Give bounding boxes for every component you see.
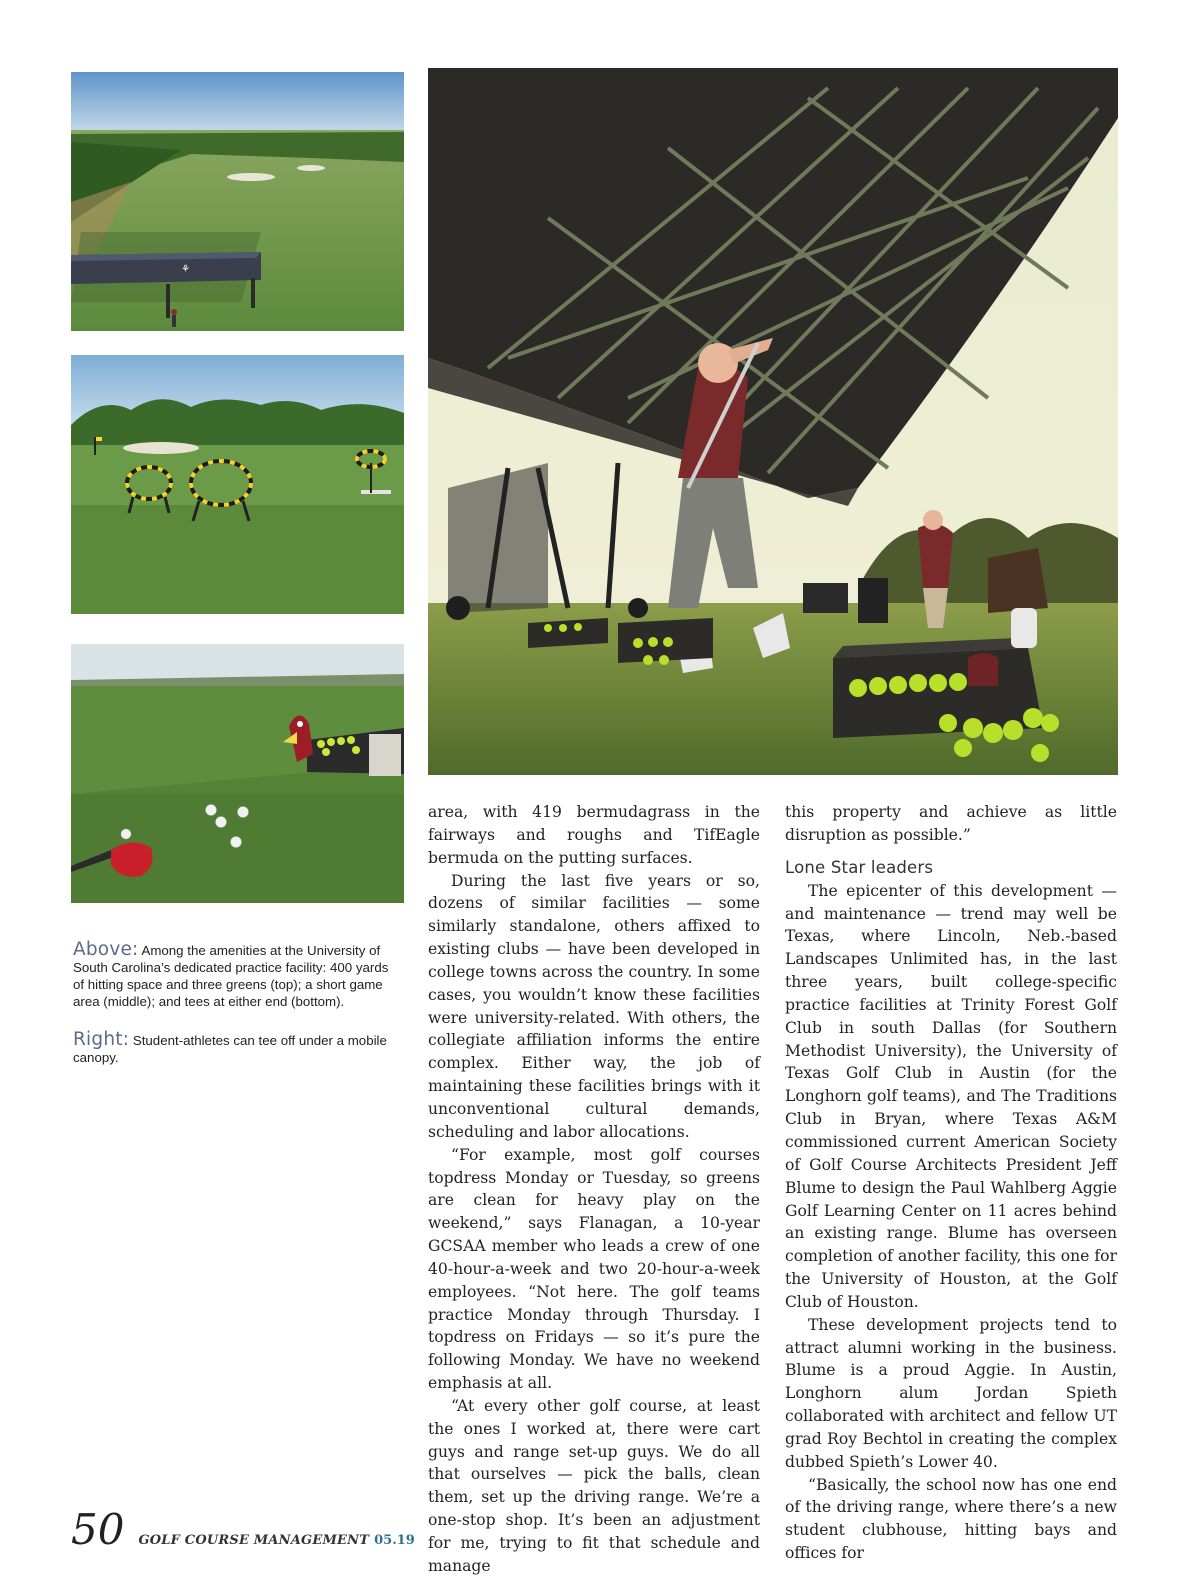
photo-aerial-practice-range <box>71 72 404 331</box>
caption-right-text: Student-athletes can tee off under a mobile canopy. <box>73 1033 387 1065</box>
section-subhead: Lone Star leaders <box>785 857 934 877</box>
photo-tee-area <box>71 644 404 903</box>
article-paragraph: “For example, most golf courses topdress Monday or Tuesday, so greens are clean for heavy play on the weekend,” says Flanagan, a 10-year GCSAA member who leads a crew of one 40-hour-a-week and two 20-hour-a-week employees. “Not here. The golf teams practice Monday through Thursday. I topdress on Fridays — so it’s pure the following Monday. We have no weekend emphasis at all. <box>428 1145 760 1393</box>
caption-above-label: Above: <box>73 939 139 960</box>
article-paragraph: The epicenter of this development — and maintenance — trend may well be Texas, where Lincoln, Neb.-based Landscapes Unlimited has, in the last three years, built college-specific practice facilities at Trinity Forest Golf Club in south Dallas (for Southern Methodist University), the University of Texas Golf Club in Austin (for the Longhorn golf teams), and The Traditions Club in Bryan, where Texas A&M commissioned current American Society of Golf Course Architects President Jeff Blume to design the Paul Wahlberg Aggie Golf Learning Center on 11 acres behind an existing range. Blume has overseen completion of another facility, this one for the University of Houston, at the Golf Club of Houston. <box>785 881 1117 1311</box>
publication-name: GOLF COURSE MANAGEMENT <box>138 1533 370 1548</box>
caption-above-text: Among the amenities at the University of South Carolina’s dedicated practice facility: 400 yards of hitting space and three greens (top); a short game area (middle); and tees at either end (bottom). <box>73 943 389 1009</box>
issue-date: 05.19 <box>374 1533 415 1548</box>
caption-above <box>73 941 403 1010</box>
article-paragraph: area, with 419 bermudagrass in the fairways and roughs and TifEagle bermuda on the putting surfaces. <box>428 803 760 867</box>
article-column-right <box>785 801 1117 1565</box>
svg-text:⚘: ⚘ <box>181 264 190 275</box>
caption-right <box>73 1031 403 1066</box>
page-footer <box>71 1505 415 1554</box>
page-number: 50 <box>71 1505 125 1554</box>
caption-right-label: Right: <box>73 1029 130 1050</box>
article-paragraph: this property and achieve as little disruption as possible.” <box>785 803 1117 844</box>
article-paragraph: “Basically, the school now has one end of the driving range, where there’s a new student clubhouse, hitting bays and offices for <box>785 1475 1117 1563</box>
article-paragraph: These development projects tend to attract alumni working in the business. Blume is a proud Aggie. In Austin, Longhorn alum Jordan Spieth collaborated with architect and fellow UT grad Roy Bechtol in creating the complex dubbed Spieth’s Lower 40. <box>785 1315 1117 1471</box>
article-paragraph: “At every other golf course, at least the ones I worked at, there were cart guys and range set-up guys. We do all that ourselves — pick the balls, clean them, set up the driving range. We’re a one-stop shop. It’s been an adjustment for me, trying to fit that schedule and manage <box>428 1396 760 1575</box>
photo-mobile-canopy-golfer <box>428 68 1118 775</box>
article-paragraph: During the last five years or so, dozens of similar facilities — some similarly standalone, others affixed to existing clubs — have been developed in college towns across the country. In some cases, you wouldn’t know these facilities were university-related. With others, the collegiate affiliation informs the entire complex. Either way, the job of maintaining these facilities brings with it unconventional cultural demands, scheduling and labor allocations. <box>428 871 760 1141</box>
article-column-middle <box>428 801 760 1578</box>
photo-short-game-area <box>71 355 404 614</box>
